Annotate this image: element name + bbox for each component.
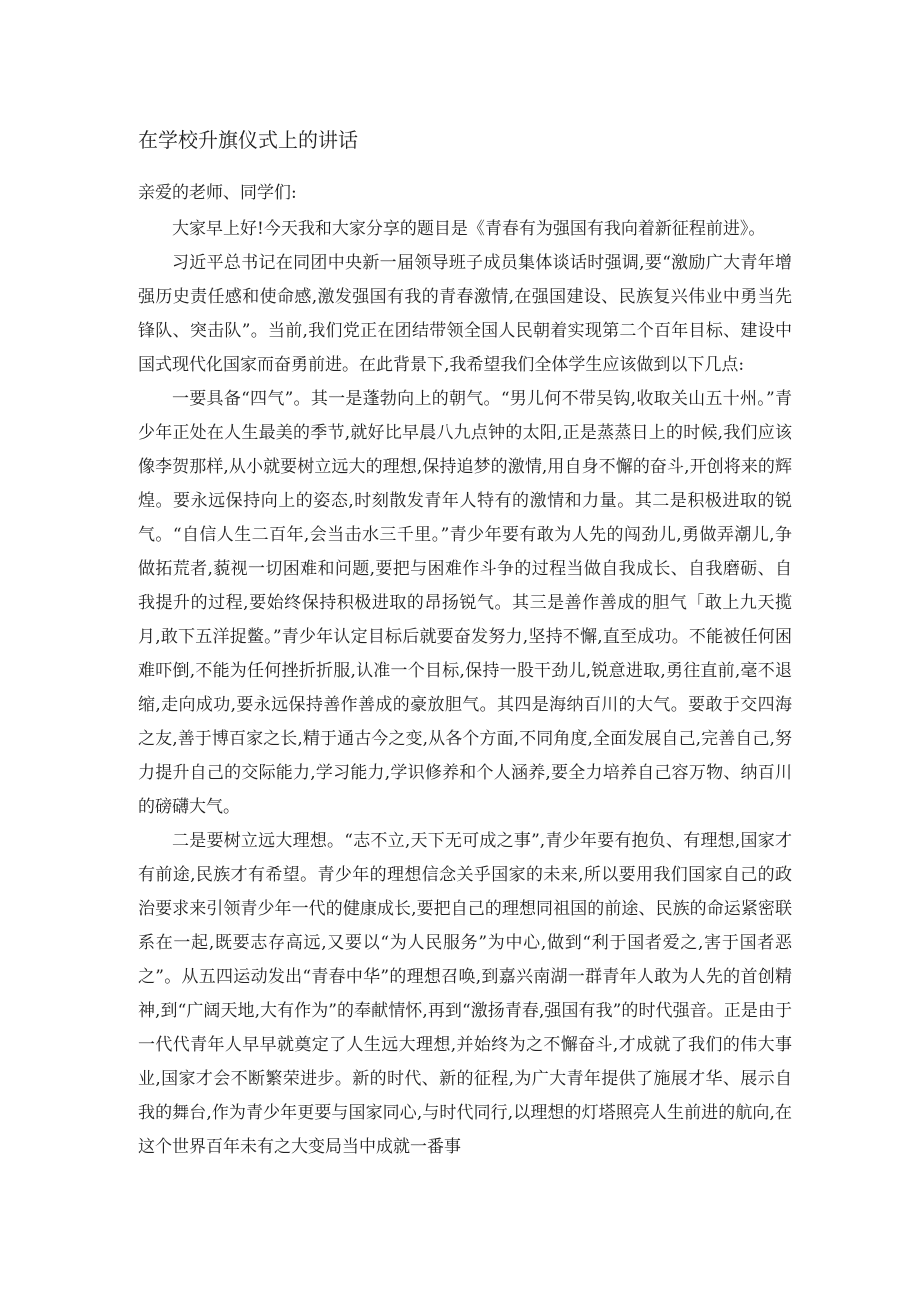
paragraph-greeting: 大家早上好!今天我和大家分享的题目是《青春有为强国有我向着新征程前进》。 bbox=[172, 219, 766, 239]
paragraph-four-qi: 一要具备“四气”。其一是蓬勃向上的朝气。“男儿何不带吴钩,收取关山五十州。”青少年正处在人生最美的季节,就好比早晨八九点钟的太阳,正是蒸蒸日上的时候,我们应该像李贺那样,从小就要树立远大的理想,保持追梦的激情,用自身不懈的奋斗,开创将来的辉煌。要永远保持向上的姿态,时刻散发青年人特有的激情和力量。其二是积极进取的锐气。“自信人生二百年,会当击水三千里。”青少年要有敢为人先的闯劲儿,勇做弄潮儿,争做拓荒者,藐视一切困难和问题,要把与困难作斗争的过程当做自我成长、自我磨砺、自我提升的过程,要始终保持积极进取的昂扬锐气。其三是善作善成的胆气「敢上九天揽月,敢下五洋捉鳖。”青少年认定目标后就要奋发努力,坚持不懈,直至成功。不能被任何困难吓倒,不能为任何挫折折服,认准一个目标,保持一股干劲儿,锐意进取,勇往直前,毫不退缩,走向成功,要永远保持善作善成的豪放胆气。其四是海纳百川的大气。要敢于交四海之友,善于博百家之长,精于通古今之变,从各个方面,不同角度,全面发展自己,完善自己,努力提升自己的交际能力,学习能力,学识修养和个人涵养,要全力培养自己容万物、纳百川的磅礴大气。 bbox=[138, 389, 792, 817]
document-title: 在学校升旗仪式上的讲话 bbox=[138, 128, 358, 152]
paragraph-intro: 习近平总书记在同团中央新一届领导班子成员集体谈话时强调,要“激励广大青年增强历史责任感和使命感,激发强国有我的青春激情,在强国建设、民族复兴伟业中勇当先锋队、突击队”。当前,我们党正在团结带领全国人民朝着实现第二个百年目标、建设中国式现代化国家而奋勇前进。在此背景下,我希望我们全体学生应该做到以下几点: bbox=[138, 253, 792, 375]
paragraph-ideals: 二是要树立远大理想。“志不立,天下无可成之事”,青少年要有抱负、有理想,国家才有前途,民族才有希望。青少年的理想信念关乎国家的未来,所以要用我们国家自己的政治要求来引领青少年一代的健康成长,要把自己的理想同祖国的前途、民族的命运紧密联系在一起,既要志存高远,又要以“为人民服务”为中心,做到“利于国者爱之,害于国者恶之”。从五四运动发出“青春中华”的理想召唤,到嘉兴南湖一群青年人敢为人先的首创精神,到“广阔天地,大有作为”的奉献情怀,再到“激扬青春,强国有我”的时代强音。正是由于一代代青年人早早就奠定了人生远大理想,并始终为之不懈奋斗,才成就了我们的伟大事业,国家才会不断繁荣进步。新的时代、新的征程,为广大青年提供了施展才华、展示自我的舞台,作为青少年更要与国家同心,与时代同行,以理想的灯塔照亮人生前进的航向,在这个世界百年未有之大变局当中成就一番事 bbox=[138, 831, 792, 1157]
salutation: 亲爱的老师、同学们: bbox=[138, 183, 297, 203]
document-body bbox=[138, 212, 792, 1164]
